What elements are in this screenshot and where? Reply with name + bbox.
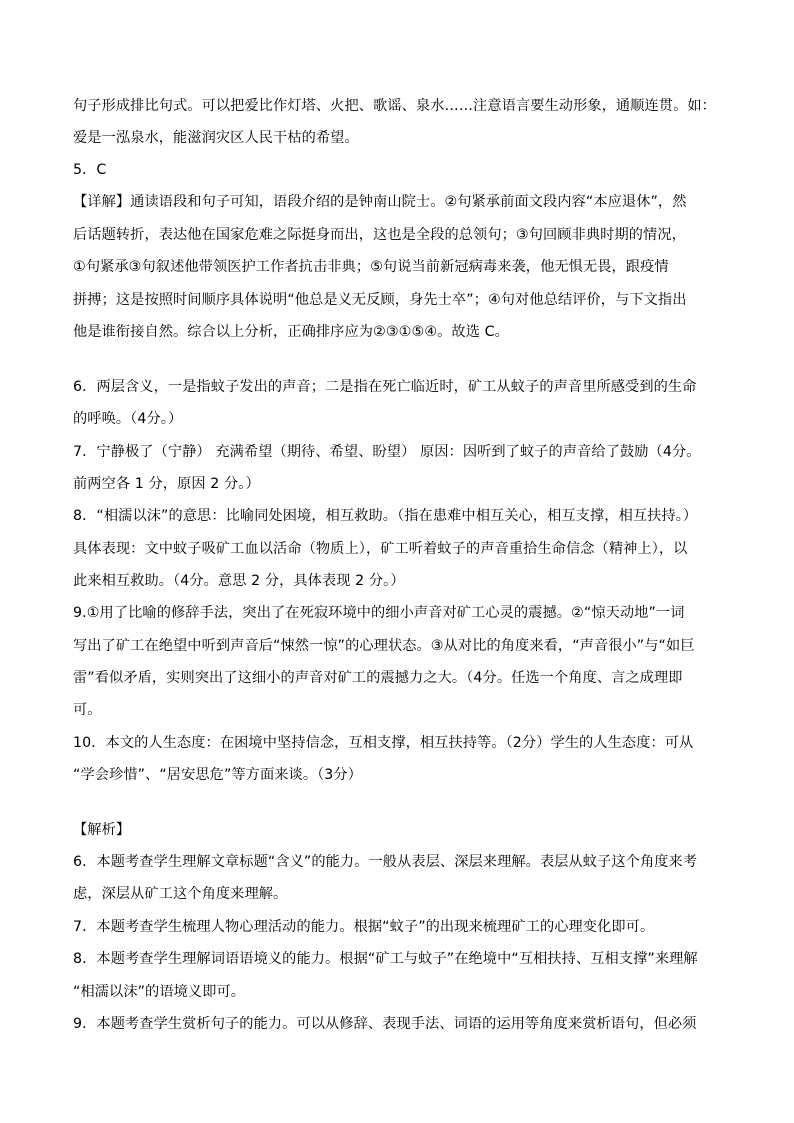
text-line: 10．本文的人生态度：在困境中坚持信念，互相支撑，相互扶持等。（2分）学生的人生态度：可从 (73, 735, 694, 751)
text-line: 前两空各 1 分，原因 2 分。） (73, 476, 260, 492)
text-line: 他是谁衔接自然。综合以上分析，正确排序应为②③①⑤④。故选 C。 (73, 324, 509, 340)
text-line: 9．本题考查学生赏析句子的能力。可以从修辞、表现手法、词语的运用等角度来赏析语句，但必须 (73, 1016, 697, 1032)
text-line: 6．本题考查学生理解文章标题“含义”的能力。一般从表层、深层来理解。表层从蚊子这个角度来考 (73, 854, 698, 870)
text-line: “相濡以沫”的语境义即可。 (73, 984, 246, 1000)
text-line: 7．本题考查学生梳理人物心理活动的能力。根据“蚊子”的出现来梳理矿工的心理变化即可。 (73, 919, 655, 935)
text-line: 雷”看似矛盾，实则突出了这细小的声音对矿工的震撼力之大。（4分。任选一个角度、言之成理即 (73, 670, 683, 686)
text-line: 6．两层含义，一是指蚊子发出的声音；二是指在死亡临近时，矿工从蚊子的声音里所感受到的生命 (73, 379, 697, 395)
text-line: 9.①用了比喻的修辞手法，突出了在死寂环境中的细小声音对矿工心灵的震撼。②“惊天动地”一词 (73, 605, 685, 621)
text-line: ①句紧承③句叙述他带领医护工作者抗击非典；⑤句说当前新冠病毒来袭，他无惧无畏，跟疫情 (73, 259, 669, 275)
answer-line: 5．C (73, 162, 107, 178)
text-line: 8．本题考查学生理解词语语境义的能力。根据“矿工与蚊子”在绝境中“互相扶持、互相支撑”来理解 (73, 951, 698, 967)
text-line: 爱是一泓泉水，能滋润灾区人民干枯的希望。 (73, 130, 359, 146)
text-line: 8．“相濡以沫”的意思：比喻同处困境，相互救助。（指在患难中相互关心，相互支撑，相互扶持。） (73, 508, 698, 524)
section-heading: 【解析】 (73, 822, 131, 838)
text-line: 具体表现：文中蚊子吸矿工血以活命（物质上），矿工听着蚊子的声音重拾生命信念（精神上），以 (73, 541, 688, 557)
text-line: 写出了矿工在绝望中听到声音后“悚然一惊”的心理状态。③从对比的角度来看，“声音很小”与“如巨 (73, 638, 695, 654)
text-line: 【详解】通读语段和句子可知，语段介绍的是钟南山院士。②句紧承前面文段内容“本应退休”，然 (73, 194, 687, 210)
text-line: 拼搏；这是按照时间顺序具体说明“他总是义无反顾，身先士卒”；④句对他总结评价，与下文指出 (73, 292, 687, 308)
text-line: 此来相互救助。（4分。意思 2 分，具体表现 2 分。） (73, 573, 405, 589)
text-line: 的呼唤。（4分。） (73, 411, 183, 427)
text-line: 后话题转折，表达他在国家危难之际挺身而出，这也是全段的总领句；③句回顾非典时期的情况， (73, 227, 686, 243)
text-line: 句子形成排比句式。可以把爱比作灯塔、火把、歌谣、泉水……注意语言要生动形象，通顺连贯。如： (73, 98, 716, 114)
text-line: 可。 (73, 702, 102, 718)
text-line: 7．宁静极了（宁静） 充满希望（期待、希望、盼望） 原因：因听到了蚊子的声音给了鼓励（4分。 (73, 444, 701, 460)
text-line: 虑，深层从矿工这个角度来理解。 (73, 886, 288, 902)
text-line: “学会珍惜”、“居安思危”等方面来谈。（3分） (73, 767, 363, 783)
